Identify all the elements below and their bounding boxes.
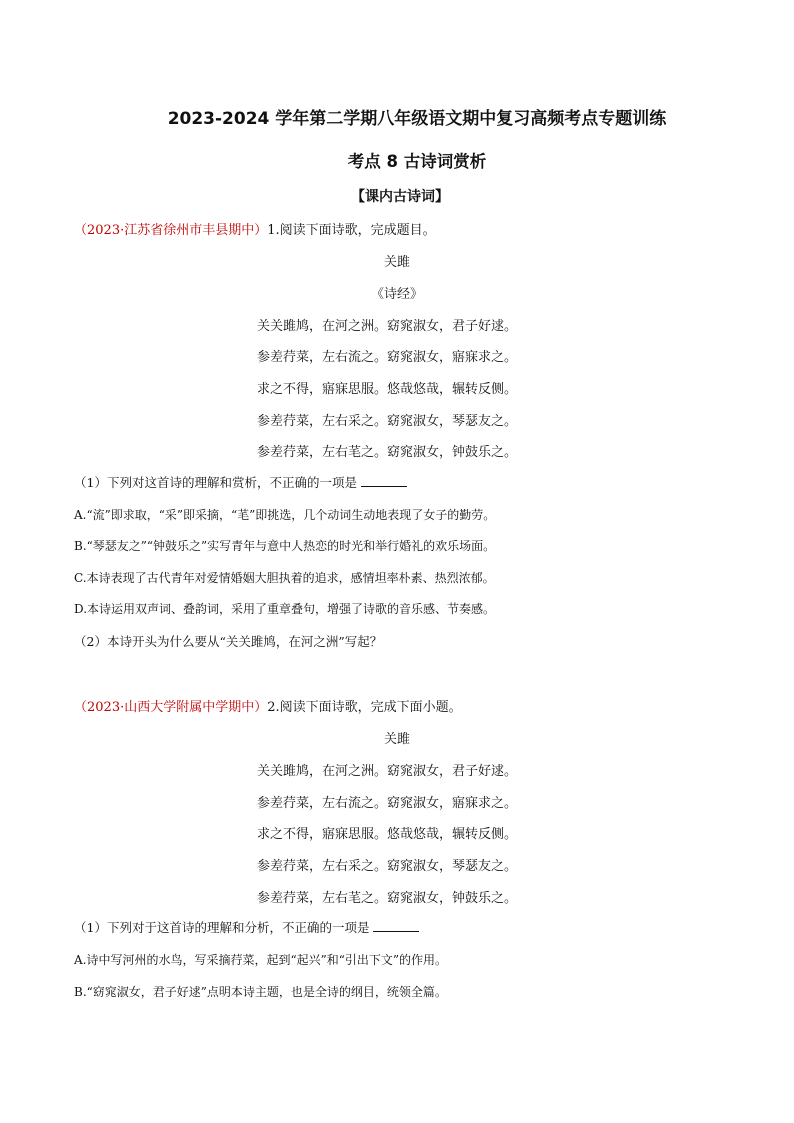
question-1-sub-1-text: （1）下列对这首诗的理解和赏析，不正确的一项是: [74, 475, 357, 490]
answer-blank[interactable]: [373, 919, 419, 932]
poem-1-line: 关关雎鸠，在河之洲。窈窕淑女，君子好逑。: [257, 319, 518, 334]
poem-2-line: 关关雎鸠，在河之洲。窈窕淑女，君子好逑。: [257, 764, 518, 779]
question-1-prompt: 1.阅读下面诗歌，完成题目。: [267, 223, 436, 238]
poem-2-line: 参差荇菜，左右采之。窈窕淑女，琴瑟友之。: [257, 859, 518, 874]
option-b: B.“琴瑟友之”“钟鼓乐之”实写青年与意中人热恋的时光和举行婚礼的欢乐场面。: [74, 539, 496, 553]
document-subtitle: 考点 8 古诗词赏析: [347, 152, 487, 171]
question-1-sub-1: [74, 473, 407, 491]
poem-2-line: 求之不得，寤寐思服。悠哉悠哉，辗转反侧。: [257, 827, 518, 842]
poem-1-title: 关雎: [383, 255, 410, 270]
question-2-sub-1: [74, 918, 419, 936]
option-b: B.“窈窕淑女，君子好逑”点明本诗主题，也是全诗的纲目，统领全篇。: [74, 985, 447, 999]
question-1-sub-2: （2）本诗开头为什么要从“关关雎鸠，在河之洲”写起？: [74, 634, 383, 649]
option-a: A.诗中写河州的水鸟，写采摘荇菜，起到“起兴”和“引出下文”的作用。: [74, 953, 448, 967]
poem-1-line: 参差荇菜，左右采之。窈窕淑女，琴瑟友之。: [257, 414, 518, 429]
poem-1-line: 求之不得，寤寐思服。悠哉悠哉，辗转反侧。: [257, 382, 518, 397]
option-a: A.“流”即求取，“采”即采摘，“芼”即挑选，几个动词生动地表现了女子的勤劳。: [74, 508, 496, 522]
answer-blank[interactable]: [361, 474, 407, 487]
poem-1-line: 参差荇菜，左右流之。窈窕淑女，寤寐求之。: [257, 350, 518, 365]
poem-2-line: 参差荇菜，左右芼之。窈窕淑女，钟鼓乐之。: [257, 891, 518, 906]
question-2-source: （2023·山西大学附属中学期中）: [74, 700, 268, 715]
poem-2-line: 参差荇菜，左右流之。窈窕淑女，寤寐求之。: [257, 796, 518, 811]
section-heading: 【课内古诗词】: [351, 189, 449, 205]
document-title: 2023-2024 学年第二学期八年级语文期中复习高频考点专题训练: [167, 109, 667, 129]
poem-1-source: 《诗经》: [370, 287, 423, 302]
question-1-header: [74, 219, 436, 238]
poem-1-line: 参差荇菜，左右芼之。窈窕淑女，钟鼓乐之。: [257, 445, 518, 460]
poem-2-title: 关雎: [383, 732, 410, 747]
question-2-sub-1-text: （1）下列对于这首诗的理解和分析，不正确的一项是: [74, 920, 370, 935]
option-d: D.本诗运用双声词、叠韵词，采用了重章叠句，增强了诗歌的音乐感、节奏感。: [74, 602, 496, 616]
option-c: C.本诗表现了古代青年对爱情婚姻大胆执着的追求，感情坦率朴素、热烈浓郁。: [74, 571, 495, 585]
question-2-header: [74, 696, 462, 715]
question-1-source: （2023·江苏省徐州市丰县期中）: [74, 223, 268, 238]
question-2-prompt: 2.阅读下面诗歌，完成下面小题。: [267, 700, 462, 715]
